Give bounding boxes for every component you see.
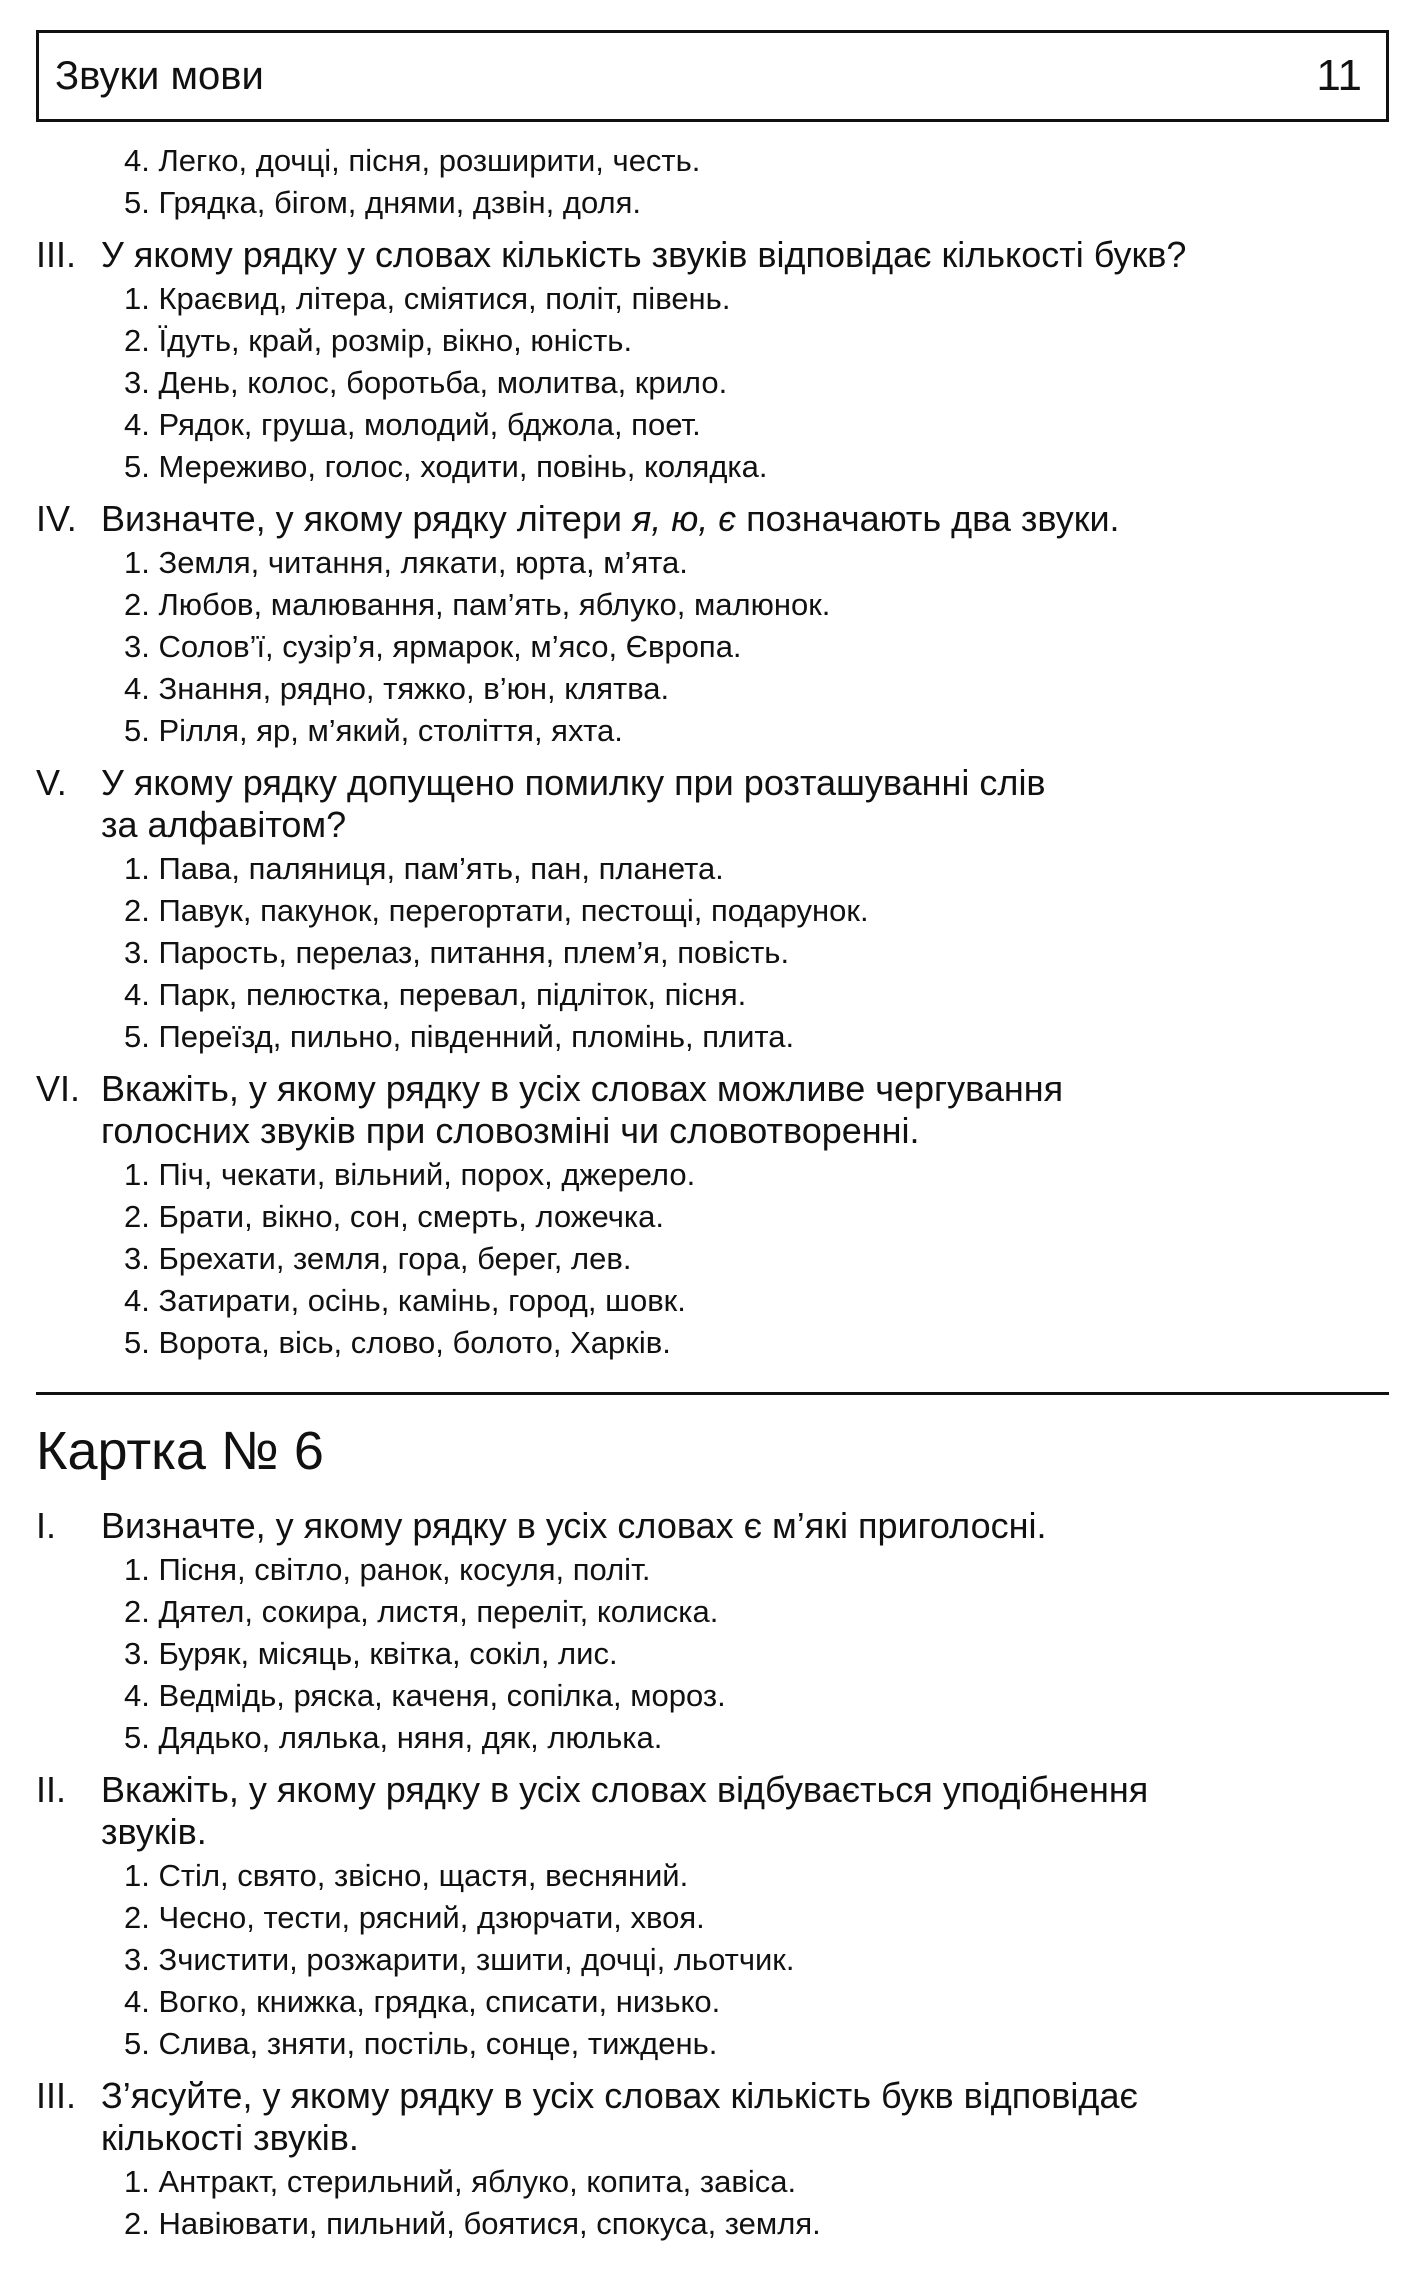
question-number: III. (36, 2075, 77, 2116)
option: 4. Рядок, груша, молодий, бджола, поет. (124, 407, 701, 442)
question-text: У якому рядку допущено помилку при розташуванні слів (101, 762, 1046, 803)
question-number: V. (36, 762, 67, 803)
option: 2. Чесно, тести, рясний, дзюрчати, хвоя. (124, 1900, 705, 1935)
option: 2. Брати, вікно, сон, смерть, ложечка. (124, 1199, 665, 1234)
question-heading (36, 2075, 1389, 2159)
option: 5. Слива, зняти, постіль, сонце, тиждень. (124, 2026, 718, 2061)
option: 1. Піч, чекати, вільний, порох, джерело. (124, 1157, 696, 1192)
option: 5. Рілля, яр, м’який, століття, яхта. (124, 713, 623, 748)
question-number: I. (36, 1505, 57, 1546)
option: 1. Стіл, свято, звісно, щастя, весняний. (124, 1858, 689, 1893)
question-heading (36, 1769, 1389, 1853)
option: 4. Затирати, осінь, камінь, город, шовк. (124, 1283, 686, 1318)
question-text: Визначте, у якому рядку в усіх словах є м’які приголосні. (101, 1505, 1047, 1546)
question-text-line2: звуків. (101, 1811, 207, 1852)
option: 4. Вогко, книжка, грядка, списати, низько. (124, 1984, 721, 2019)
question-5 (36, 762, 1389, 1058)
option: 2. Їдуть, край, розмір, вікно, юність. (124, 323, 633, 358)
option: 3. День, колос, боротьба, молитва, крило. (124, 365, 728, 400)
question-heading (36, 498, 1389, 540)
section-title: Звуки мови (55, 53, 264, 98)
question-letters: я, ю, є (631, 498, 737, 539)
card-question-1 (36, 1505, 1389, 1759)
option: 3. Парость, перелаз, питання, плем’я, повість. (124, 935, 790, 970)
page-header (36, 30, 1389, 122)
option: 3. Солов’ї, сузір’я, ярмарок, м’ясо, Європа. (124, 629, 742, 664)
card-title: Картка № 6 (36, 1421, 324, 1481)
option: 5. Грядка, бігом, днями, дзвін, доля. (124, 185, 642, 220)
card-question-3 (36, 2075, 1389, 2245)
option: 1. Пава, паляниця, пам’ять, пан, планета. (124, 851, 724, 886)
page-number: 11 (1316, 51, 1362, 100)
option: 5. Переїзд, пильно, південний, пломінь, плита. (124, 1019, 795, 1054)
option: 4. Легко, дочці, пісня, розширити, честь. (124, 143, 701, 178)
question-text-line2: голосних звуків при словозміні чи словотворенні. (101, 1110, 920, 1151)
option: 5. Дядько, лялька, няня, дяк, люлька. (124, 1720, 663, 1755)
option: 4. Парк, пелюстка, перевал, підліток, пісня. (124, 977, 747, 1012)
question-text: Вкажіть, у якому рядку в усіх словах можливе чергування (101, 1068, 1064, 1109)
page-content (36, 140, 1389, 2245)
question-4 (36, 498, 1389, 752)
question-3 (36, 234, 1389, 488)
question-heading (36, 1505, 1389, 1547)
question-text-line2: кількості звуків. (101, 2117, 359, 2158)
question-text-line2: за алфавітом? (101, 804, 347, 845)
question-text: У якому рядку у словах кількість звуків відповідає кількості букв? (101, 234, 1187, 275)
question-number: VI. (36, 1068, 81, 1109)
question-text: З’ясуйте, у якому рядку в усіх словах кількість букв відповідає (101, 2075, 1138, 2116)
option: 3. Буряк, місяць, квітка, сокіл, лис. (124, 1636, 618, 1671)
option: 1. Краєвид, літера, сміятися, політ, півень. (124, 281, 731, 316)
question-heading (36, 234, 1389, 276)
question-text: Вкажіть, у якому рядку в усіх словах відбувається уподібнення (101, 1769, 1149, 1810)
option: 3. Брехати, земля, гора, берег, лев. (124, 1241, 632, 1276)
option: 4. Знання, рядно, тяжко, в’юн, клятва. (124, 671, 670, 706)
continuation-options (36, 140, 1389, 224)
option: 2. Дятел, сокира, листя, переліт, колиска. (124, 1594, 719, 1629)
option: 3. Зчистити, розжарити, зшити, дочці, льотчик. (124, 1942, 795, 1977)
option: 4. Ведмідь, ряска, каченя, сопілка, мороз. (124, 1678, 726, 1713)
option: 1. Пісня, світло, ранок, косуля, політ. (124, 1552, 651, 1587)
option: 2. Павук, пакунок, перегортати, пестощі, подарунок. (124, 893, 869, 928)
section-divider (36, 1392, 1389, 1395)
question-heading (36, 1068, 1389, 1152)
question-text: Визначте, у якому рядку літери (101, 498, 622, 539)
option: 5. Мереживо, голос, ходити, повінь, колядка. (124, 449, 768, 484)
option: 2. Навіювати, пильний, боятися, спокуса, земля. (124, 2206, 821, 2241)
question-number: III. (36, 234, 77, 275)
question-text-end: позначають два звуки. (746, 498, 1120, 539)
option: 1. Антракт, стерильний, яблуко, копита, завіса. (124, 2164, 797, 2199)
question-number: II. (36, 1769, 67, 1810)
option: 5. Ворота, вісь, слово, болото, Харків. (124, 1325, 671, 1360)
question-number: IV. (36, 498, 77, 539)
card-question-2 (36, 1769, 1389, 2065)
question-heading (36, 762, 1389, 846)
option: 1. Земля, читання, лякати, юрта, м’ята. (124, 545, 688, 580)
option: 2. Любов, малювання, пам’ять, яблуко, малюнок. (124, 587, 831, 622)
question-6 (36, 1068, 1389, 1364)
